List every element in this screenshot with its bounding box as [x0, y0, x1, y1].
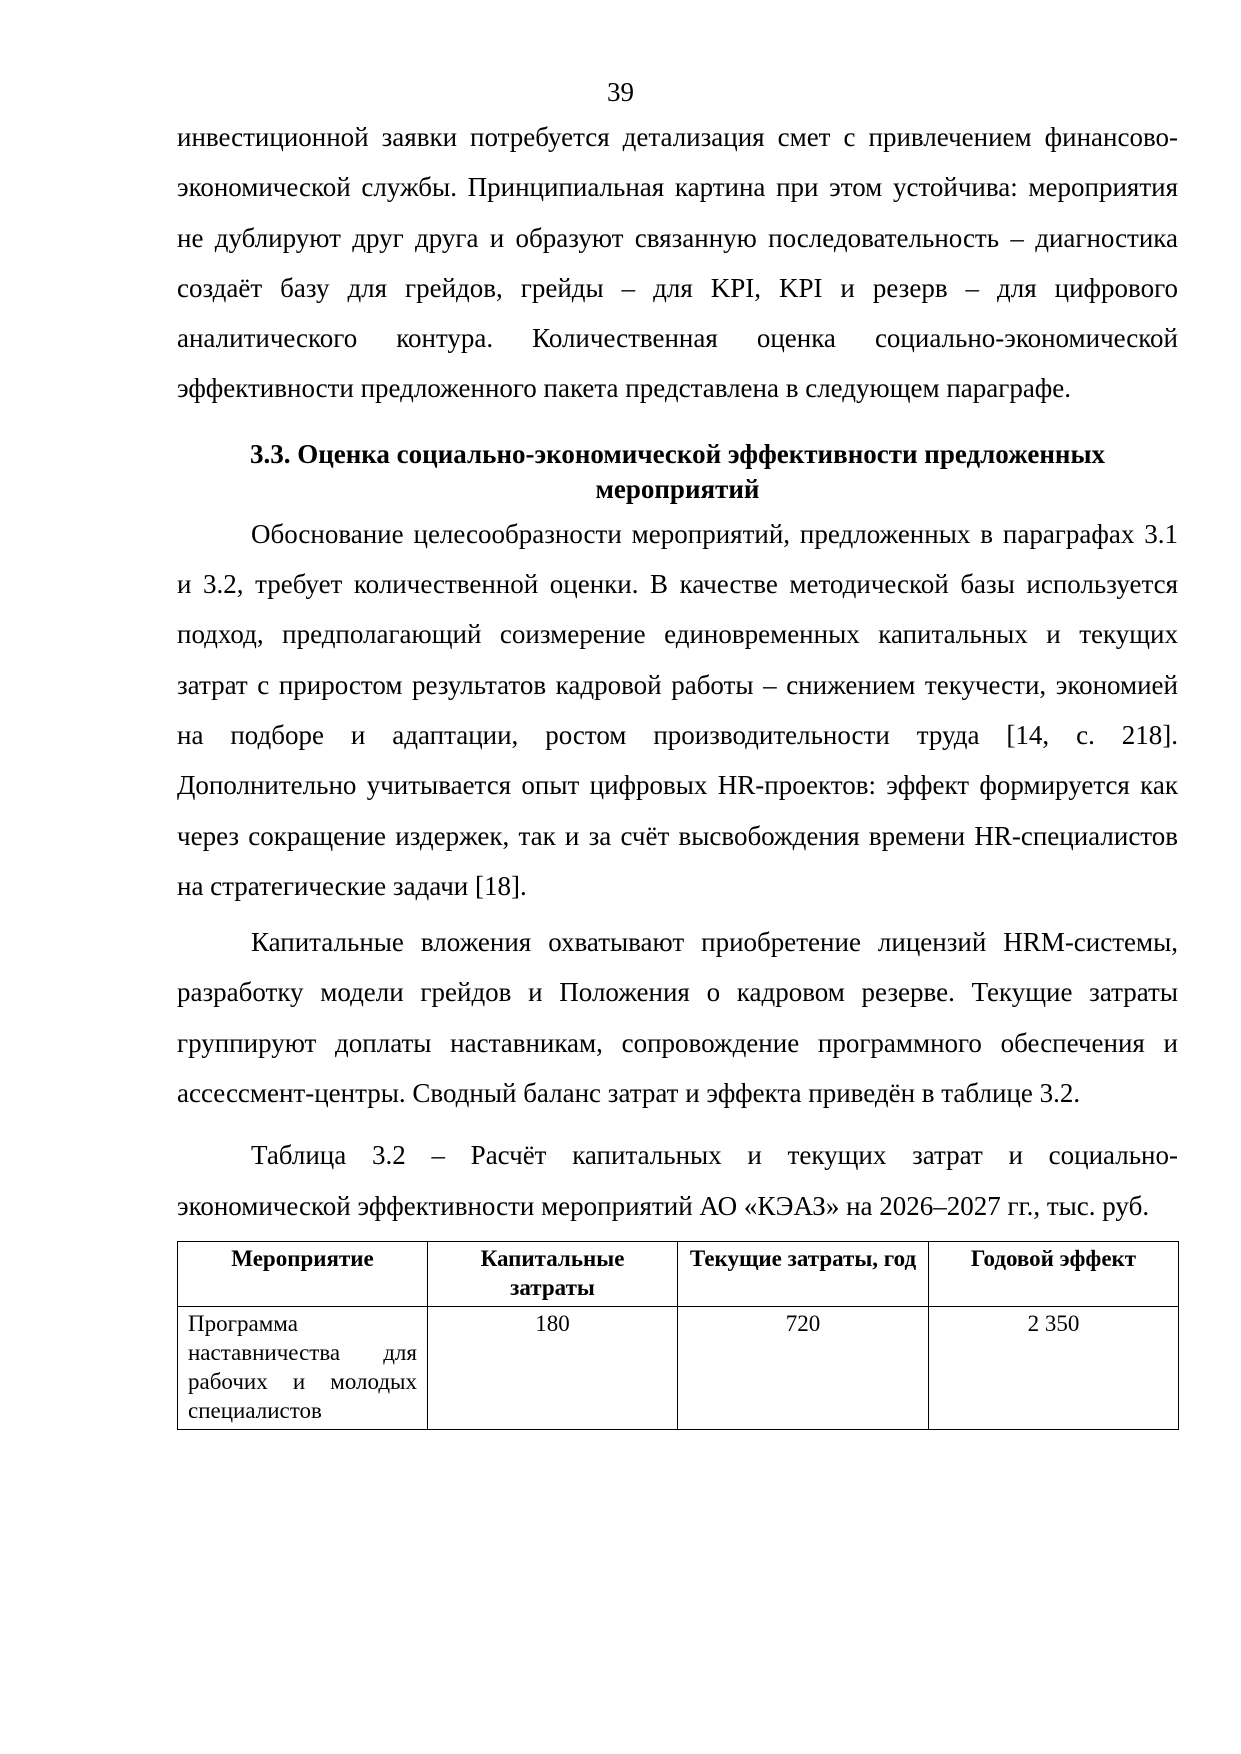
section-heading-line2: мероприятий — [595, 473, 760, 504]
header-measure: Мероприятие — [178, 1241, 428, 1306]
header-current-costs: Текущие затраты, год — [678, 1241, 929, 1306]
table-row — [178, 1306, 1179, 1429]
paragraph-continuation: инвестиционной заявки потребуется детализация смет с привлечением финансово-экономической службы. Принципиальная картина при этом устойчива: мероприятия не дублируют друг друга и образуют связанную последовательность – диагностика создаёт базу для грейдов, грейды – для KPI, KPI и резерв – для цифрового аналитического контура. Количественная оценка социально-экономической эффективности предложенного пакета представлена в следующем параграфе. — [177, 122, 1178, 404]
cell-capital: 180 — [428, 1306, 678, 1429]
section-heading-line1: 3.3. Оценка социально-экономической эффективности предложенных — [249, 438, 1106, 469]
table-caption: Таблица 3.2 – Расчёт капитальных и текущих затрат и социально-экономической эффективности мероприятий АО «КЭАЗ» на 2026–2027 гг., тыс. руб. — [177, 1140, 1178, 1221]
cost-effect-table — [177, 1241, 1179, 1430]
paragraph-capital-costs: Капитальные вложения охватывают приобретение лицензий HRM-системы, разработку модели грейдов и Положения о кадровом резерве. Текущие затраты группируют доплаты наставникам, сопровождение программного обеспечения и ассессмент-центры. Сводный баланс затрат и эффекта приведён в таблице 3.2. — [177, 927, 1178, 1109]
cell-measure: Программа наставничества для рабочих и молодых специалистов — [178, 1306, 428, 1429]
cell-effect: 2 350 — [929, 1306, 1179, 1429]
page-number: 39 — [607, 77, 634, 107]
header-capital-costs: Капитальные затраты — [428, 1241, 678, 1306]
header-annual-effect: Годовой эффект — [929, 1241, 1179, 1306]
cell-current: 720 — [678, 1306, 929, 1429]
document-body — [177, 112, 1178, 1430]
table-header-row — [178, 1241, 1179, 1306]
paragraph-justification: Обоснование целесообразности мероприятий, предложенных в параграфах 3.1 и 3.2, требует количественной оценки. В качестве методической базы используется подход, предполагающий соизмерение единовременных капитальных и текущих затрат с приростом результатов кадровой работы – снижением текучести, экономией на подборе и адаптации, ростом производительности труда [14, с. 218]. Дополнительно учитывается опыт цифровых HR-проектов: эффект формируется как через сокращение издержек, так и за счёт высвобождения времени HR-специалистов на стратегические задачи [18]. — [177, 518, 1178, 901]
section-heading — [177, 437, 1178, 507]
